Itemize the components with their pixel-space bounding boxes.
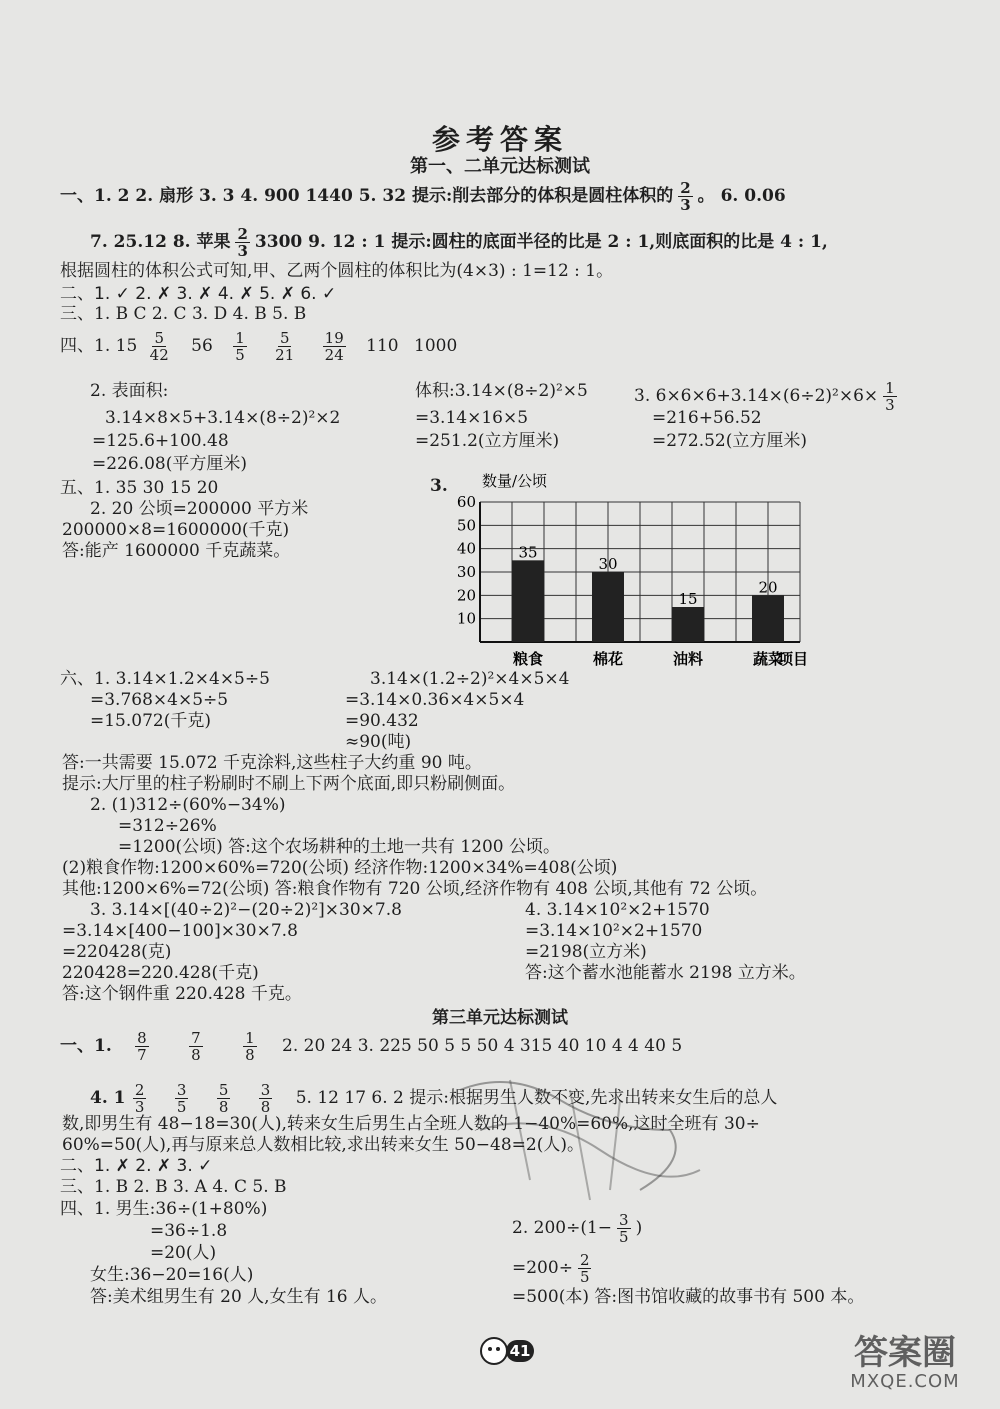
- watermark: [830, 1335, 980, 1395]
- u3-f3-den: 8: [245, 1046, 255, 1064]
- u3-h1-den: 5: [619, 1228, 629, 1246]
- sec6-q3-5: 答:这个钢件重 220.428 千克。: [62, 984, 302, 1004]
- u3-line3: 数,即男生有 48−18=30(人),转来女生后男生占全班人数的 1−40%=60%,这时全班有 30÷: [62, 1114, 760, 1134]
- y-tick-label: 60: [456, 493, 476, 511]
- sec4-q2-label: 2. 表面积:: [90, 381, 169, 401]
- u3-g2-den: 5: [176, 1098, 187, 1116]
- u3-sec4a-1: 四、1. 男生:36÷(1+80%): [60, 1199, 268, 1219]
- u3-sec4b-text1: 2. 200÷(1−: [512, 1218, 613, 1238]
- sec4-c1-1: 3.14×8×5+3.14×(8÷2)²×2: [105, 408, 341, 428]
- u3-sec2: 二、1. ✗ 2. ✗ 3. ✓: [60, 1156, 213, 1176]
- sec6-ans: 答:一共需要 15.072 千克涂料,这些柱子大约重 90 吨。: [62, 753, 482, 773]
- u3-sec4a-3: =20(人): [150, 1243, 217, 1263]
- u3-sec4a-2: =36÷1.8: [150, 1221, 228, 1241]
- u3-h1-num: 3: [619, 1211, 629, 1229]
- sec5-q3: 3.: [430, 476, 448, 496]
- sec4-t6: 110: [366, 336, 399, 356]
- sec5-l2: 2. 20 公顷=200000 平方米: [90, 499, 309, 519]
- sec1-line1: [60, 180, 786, 213]
- bar-value-label: 15: [678, 590, 698, 608]
- u3-f2-den: 8: [191, 1046, 201, 1064]
- sec3-line: 三、1. B C 2. C 3. D 4. B 5. B: [60, 304, 307, 324]
- sec4-q3-den: 3: [885, 396, 895, 414]
- u3-l1-rest: 2. 20 24 3. 225 50 5 5 50 4 315 40 10 4 4 40 5: [282, 1036, 683, 1056]
- sec6-b3: =90.432: [345, 711, 419, 731]
- sec1-l1-den: 3: [680, 196, 691, 214]
- sec4-f3-den: 5: [235, 346, 245, 364]
- handwritten-stamp: [450, 1060, 710, 1210]
- sec4-line1: [60, 330, 457, 363]
- u3-l2-rest: 5. 12 17 6. 2 提示:根据男生人数不变,先求出转来女生后的总人: [295, 1088, 778, 1108]
- u3-g3-num: 5: [218, 1081, 229, 1099]
- sec4-f4-num: 5: [279, 329, 290, 347]
- u3-f1-den: 7: [137, 1046, 147, 1064]
- bar-chart-svg: [430, 468, 830, 668]
- sec4-c1-3: =226.08(平方厘米): [92, 454, 247, 474]
- u3-g1-num: 2: [134, 1081, 145, 1099]
- sec6-b4: ≈90(吨): [345, 732, 412, 752]
- sec4-t2: 56: [191, 336, 213, 356]
- unit12-title: 第一、二单元达标测试: [410, 156, 590, 177]
- sec6-tip: 提示:大厅里的柱子粉刷时不刷上下两个底面,即只粉刷侧面。: [62, 774, 516, 794]
- page-number: 41: [509, 1342, 531, 1360]
- x-category-label: 油料: [672, 650, 704, 668]
- sec6-q3-3: =220428(克): [62, 942, 172, 962]
- sec1-l2b: 3300 9. 12 : 1 提示:圆柱的底面半径的比是 2 : 1,则底面积的比是 4 : 1,: [254, 232, 828, 252]
- sec1-line3: 根据圆柱的体积公式可知,甲、乙两个圆柱的体积比为(4×3) : 1=12 : 1。: [60, 261, 614, 281]
- sec4-q3-text: 3. 6×6×6+3.14×(6÷2)²×6×: [634, 386, 879, 406]
- bar-chart: [430, 468, 830, 668]
- u3-f1-num: 8: [137, 1029, 147, 1047]
- u3-g2-num: 3: [176, 1081, 187, 1099]
- sec1-l1b: 。 6. 0.06: [697, 186, 786, 206]
- u3-l2-label: 4. 1: [90, 1088, 126, 1108]
- page-number-badge: [480, 1334, 536, 1368]
- sec6-q3-2: =3.14×[400−100]×30×7.8: [62, 921, 298, 941]
- sec6-q3-1: 3. 3.14×[(40÷2)²−(20÷2)²]×30×7.8: [90, 900, 402, 920]
- u3-g3-den: 8: [218, 1098, 229, 1116]
- u3-line4: 60%=50(人),再与原来总人数相比较,求出转来女生 50−48=2(人)。: [62, 1135, 584, 1155]
- sec6-q3-4: 220428=220.428(千克): [62, 963, 259, 983]
- sec6-q2-3: =1200(公顷) 答:这个农场耕种的土地一共有 1200 公顷。: [118, 837, 560, 857]
- sec1-l2a: 7. 25.12 8. 苹果: [90, 232, 231, 252]
- sec6-q2-4: (2)粮食作物:1200×60%=720(公顷) 经济作物:1200×34%=408(公顷): [62, 858, 618, 878]
- sec4-label: 四、1. 15: [60, 336, 138, 356]
- sec6-q2-1: 2. (1)312÷(60%−34%): [90, 795, 286, 815]
- sec6-b2: =3.14×0.36×4×5×4: [345, 690, 525, 710]
- sec5-l1: 五、1. 35 30 15 20: [60, 478, 219, 498]
- sec1-l1-num: 2: [680, 179, 691, 197]
- u3-l1-label: 一、1.: [60, 1036, 112, 1056]
- sec6-b1: 3.14×(1.2÷2)²×4×5×4: [370, 669, 570, 689]
- u3-g4-num: 3: [260, 1081, 271, 1099]
- sec4-q3-num: 1: [885, 379, 895, 397]
- u3-sec4b-2: [512, 1252, 596, 1285]
- bar: [512, 560, 544, 642]
- sec4-f3-num: 1: [235, 329, 245, 347]
- watermark-logo: 答案圈: [854, 1333, 956, 1373]
- u3-f3-num: 1: [245, 1029, 255, 1047]
- sec4-f4-den: 21: [275, 346, 295, 364]
- u3-sec4a-4: 女生:36−20=16(人): [90, 1265, 254, 1285]
- u3-sec4b-text2: =200÷: [512, 1258, 573, 1278]
- u3-g4-den: 8: [260, 1098, 271, 1116]
- sec4-f5-den: 24: [324, 346, 344, 364]
- sec1-l2-den: 3: [237, 242, 248, 260]
- page-title: 参考答案: [431, 123, 568, 156]
- sec6-q4-2: =3.14×10²×2+1570: [525, 921, 703, 941]
- x-category-label: 粮食: [512, 650, 544, 668]
- sec4-q2-vol: 体积:3.14×(8÷2)²×5: [415, 381, 588, 401]
- bar-value-label: 30: [598, 555, 618, 573]
- bar: [672, 607, 704, 642]
- chart-xlabel: 项目: [777, 650, 808, 668]
- y-tick-label: 10: [456, 609, 476, 628]
- u3-g1-den: 3: [134, 1098, 145, 1116]
- bar: [592, 572, 624, 642]
- u3-f2-num: 7: [191, 1029, 201, 1047]
- sec6-q4-4: 答:这个蓄水池能蓄水 2198 立方米。: [525, 963, 806, 983]
- u3-sec3: 三、1. B 2. B 3. A 4. C 5. B: [60, 1177, 287, 1197]
- u3-sec4a-5: 答:美术组男生有 20 人,女生有 16 人。: [90, 1287, 388, 1307]
- x-category-label: 蔬菜: [752, 650, 784, 668]
- watermark-url: MXQE.COM: [850, 1371, 960, 1392]
- u3-sec4b-3: =500(本) 答:图书馆收藏的故事书有 500 本。: [512, 1287, 865, 1307]
- sec4-c2-2: =251.2(立方厘米): [415, 431, 560, 451]
- sec4-f5-num: 19: [324, 329, 344, 347]
- y-tick-label: 30: [456, 563, 476, 581]
- sec4-c2-1: =3.14×16×5: [415, 408, 529, 428]
- sec1-l2-num: 2: [237, 225, 248, 243]
- y-tick-label: 50: [456, 516, 476, 535]
- sec5-l4: 答:能产 1600000 千克蔬菜。: [62, 541, 291, 561]
- u3-line1: [60, 1030, 682, 1063]
- sec2-line: 二、1. ✓ 2. ✗ 3. ✗ 4. ✗ 5. ✗ 6. ✓: [60, 284, 337, 304]
- sec6-a1: 六、1. 3.14×1.2×4×5÷5: [60, 669, 270, 689]
- sec4-t7: 1000: [414, 336, 458, 356]
- unit3-title: 第三单元达标测试: [432, 1008, 568, 1028]
- bar: [752, 595, 784, 642]
- sec6-a2: =3.768×4×5÷5: [90, 690, 229, 710]
- sec6-q2-5: 其他:1200×6%=72(公顷) 答:粮食作物有 720 公顷,经济作物有 408 公顷,其他有 72 公顷。: [62, 879, 768, 899]
- y-tick-label: 20: [456, 586, 476, 605]
- sec6-a3: =15.072(千克): [90, 711, 211, 731]
- u3-sec4b-1: 2. 200÷(1− $\frac{3}{5}$ ): [512, 1211, 643, 1246]
- sec4-f1-num: 5: [154, 329, 164, 347]
- y-tick-label: 40: [456, 539, 476, 558]
- u3-h2-num: 2: [579, 1251, 590, 1269]
- sec1-line2: [90, 226, 828, 259]
- bar-value-label: 35: [518, 543, 538, 562]
- mascot-icon: [481, 1338, 507, 1364]
- sec4-c3-2: =272.52(立方厘米): [652, 431, 807, 451]
- bar-value-label: 20: [758, 578, 778, 597]
- sec1-l1a: 一、1. 2 2. 扇形 3. 3 4. 900 1440 5. 32 提示:削去部分的体积是圆柱体积的: [60, 186, 674, 206]
- sec6-q2-2: =312÷26%: [118, 816, 217, 836]
- u3-h2-den: 5: [579, 1268, 590, 1286]
- sec4-c1-2: =125.6+100.48: [92, 431, 229, 451]
- sec4-c3-1: =216+56.52: [652, 408, 762, 428]
- x-category-label: 棉花: [592, 650, 624, 668]
- sec5-l3: 200000×8=1600000(千克): [62, 520, 290, 540]
- sec4-f1-den: 42: [149, 346, 169, 364]
- chart-ylabel: 数量/公顷: [482, 472, 548, 490]
- sec6-q4-1: 4. 3.14×10²×2+1570: [525, 900, 710, 920]
- sec6-q4-3: =2198(立方米): [525, 942, 647, 962]
